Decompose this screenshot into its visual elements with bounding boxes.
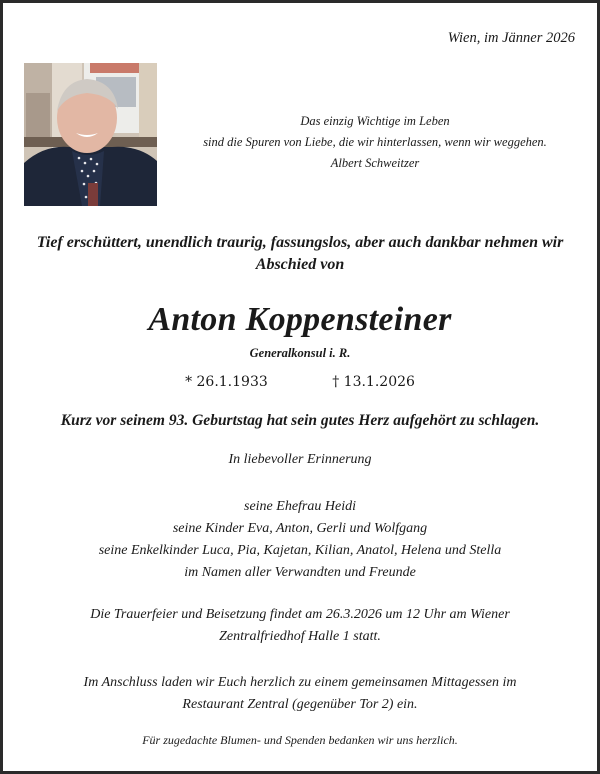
place-date: Wien, im Jänner 2026 — [447, 30, 575, 46]
lunch-invitation — [3, 672, 597, 716]
life-dates — [3, 374, 597, 390]
intro-line: Abschied von — [255, 256, 345, 273]
deceased-name: Anton Koppensteiner — [148, 301, 452, 338]
portrait-photo — [24, 63, 157, 206]
invite-line: Restaurant Zentral (gegenüber Tor 2) ein. — [182, 697, 418, 712]
quote-author: Albert Schweitzer — [330, 156, 420, 170]
birth-date: * 26.1.1933 — [185, 374, 268, 390]
ceremony-line: Zentralfriedhof Halle 1 statt. — [219, 629, 381, 644]
family-list — [3, 496, 597, 584]
family-line-relatives: im Namen aller Verwandten und Freunde — [184, 565, 416, 580]
family-line-children: seine Kinder Eva, Anton, Gerli und Wolfgang — [172, 521, 428, 536]
death-date: † 13.1.2026 — [332, 374, 415, 390]
quote-line: sind die Spuren von Liebe, die wir hinterlassen, wenn wir weggehen. — [203, 135, 547, 149]
memory-line: In liebevoller Erinnerung — [228, 452, 372, 467]
deceased-title: Generalkonsul i. R. — [249, 346, 351, 360]
ceremony-info — [3, 604, 597, 648]
family-line-spouse: seine Ehefrau Heidi — [244, 499, 356, 514]
intro-text — [3, 232, 597, 276]
quote-line: Das einzig Wichtige im Leben — [300, 114, 450, 128]
quote-block — [153, 111, 597, 174]
family-line-grandchildren: seine Enkelkinder Luca, Pia, Kajetan, Kilian, Anatol, Helena und Stella — [98, 543, 502, 558]
invite-line: Im Anschluss laden wir Euch herzlich zu einem gemeinsamen Mittagessen im — [83, 675, 517, 690]
portrait-image — [24, 63, 157, 206]
intro-line: Tief erschüttert, unendlich traurig, fassungslos, aber auch dankbar nehmen wir — [36, 234, 564, 251]
thanks-note: Für zugedachte Blumen- und Spenden bedanken wir uns herzlich. — [142, 733, 458, 747]
ceremony-line: Die Trauerfeier und Beisetzung findet am 26.3.2026 um 12 Uhr am Wiener — [90, 607, 510, 622]
passing-note: Kurz vor seinem 93. Geburtstag hat sein gutes Herz aufgehört zu schlagen. — [60, 412, 540, 429]
